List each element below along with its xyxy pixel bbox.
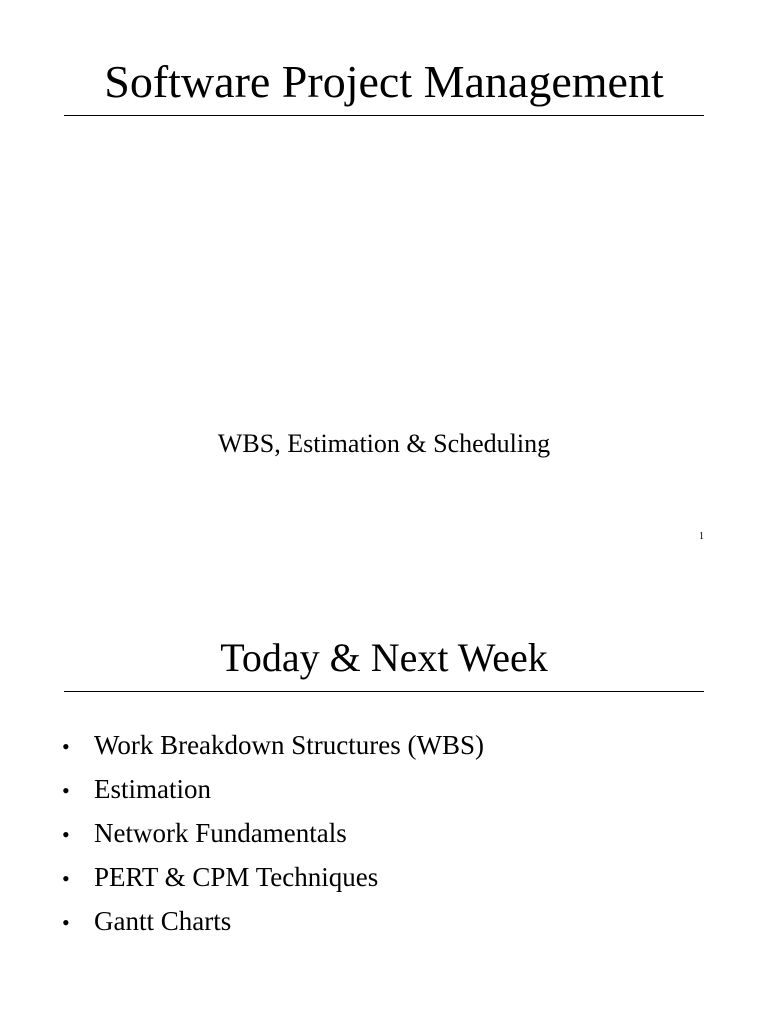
bullet-item xyxy=(62,856,484,900)
bullet-text: Network Fundamentals xyxy=(94,818,347,848)
bullet-list xyxy=(62,724,484,944)
bullet-text: Estimation xyxy=(94,774,211,804)
title-divider xyxy=(64,115,704,116)
bullet-icon: • xyxy=(62,866,70,891)
title-divider xyxy=(64,691,704,692)
bullet-icon: • xyxy=(62,734,70,759)
slide-2 xyxy=(0,560,768,1024)
bullet-item xyxy=(62,724,484,768)
bullet-item xyxy=(62,768,484,812)
slide-title: Today & Next Week xyxy=(220,635,548,680)
bullet-text: PERT & CPM Techniques xyxy=(94,862,379,892)
bullet-item xyxy=(62,812,484,856)
slide-title: Software Project Management xyxy=(104,56,664,107)
slide-subtitle: WBS, Estimation & Scheduling xyxy=(217,429,551,458)
bullet-text: Work Breakdown Structures (WBS) xyxy=(94,730,484,760)
bullet-icon: • xyxy=(62,778,70,803)
bullet-text: Gantt Charts xyxy=(94,906,232,936)
page-number: 1 xyxy=(699,531,704,542)
bullet-item xyxy=(62,900,484,944)
bullet-icon: • xyxy=(62,822,70,847)
bullet-icon: • xyxy=(62,910,70,935)
